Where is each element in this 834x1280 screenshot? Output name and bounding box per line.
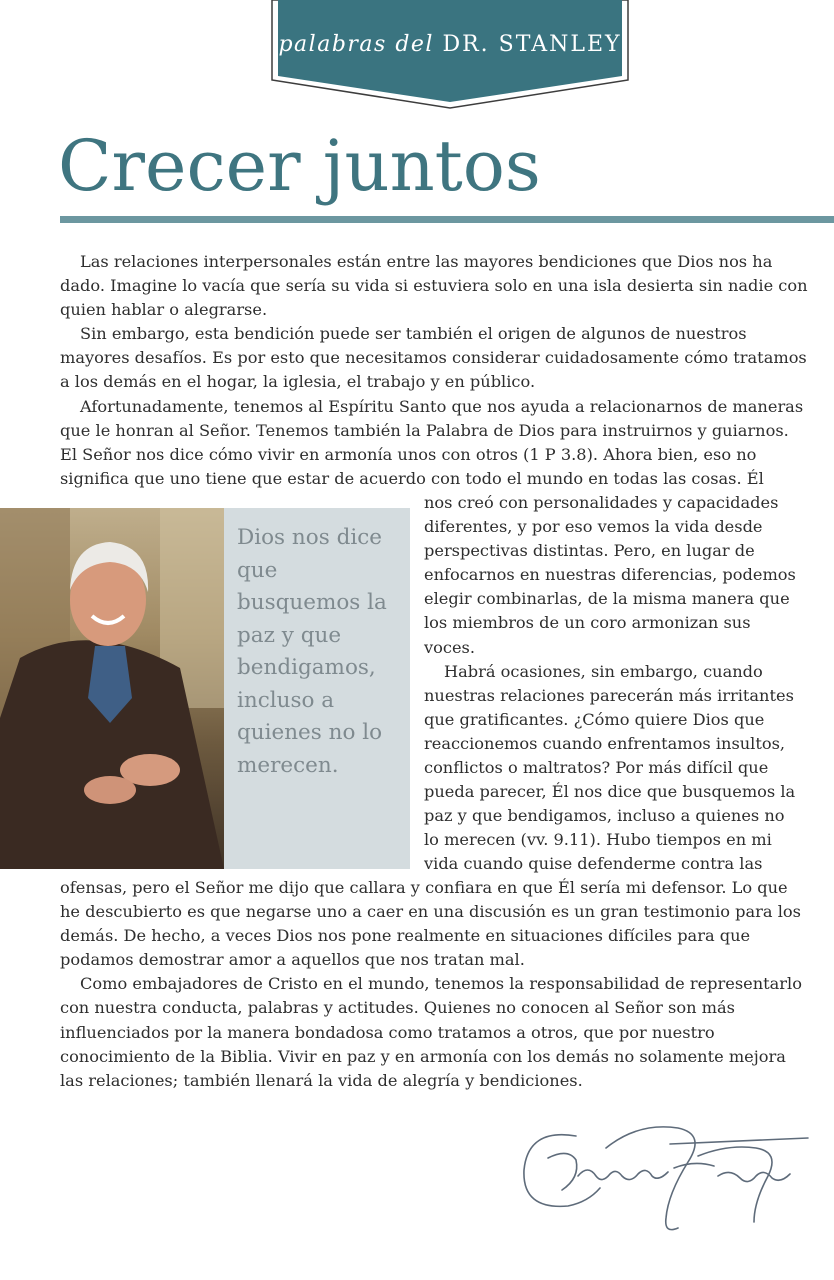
paragraph: nos creó con personalidades y capacidades diferentes, y por eso vemos la vida desde perspectivas distintas. Pero, en lugar de enfocarnos en nuestras diferencias, podemos elegir combinarlas, de la misma manera que los miembros de un coro armonizan sus voces. <box>424 493 796 657</box>
page-title: Crecer juntos <box>58 125 541 207</box>
article-body-top <box>60 250 810 491</box>
author-portrait <box>0 508 224 869</box>
article-body-right <box>424 491 800 877</box>
banner-prefix: palabras del <box>278 32 434 57</box>
paragraph: ofensas, pero el Señor me dijo que callara y confiara en que Él sería mi defensor. Lo que he descubierto es que negarse uno a caer en una discusión es un gran testimonio para los demás. De hecho, a veces Dios nos pone realmente en situaciones difíciles para que podamos demostrar amor a aquellos que nos tratan mal. <box>60 878 801 970</box>
author-signature <box>518 1118 813 1240</box>
signature-image <box>518 1118 813 1236</box>
article-body-bottom <box>60 876 812 1093</box>
banner-text <box>270 32 630 57</box>
title-divider <box>60 216 834 223</box>
pull-quote-box <box>224 508 410 869</box>
paragraph: Sin embargo, esta bendición puede ser también el origen de algunos de nuestros mayores desafíos. Es por esto que necesitamos considerar cuidadosamente cómo tratamos a los demás en el hogar, la iglesia, el trabajo y en público. <box>60 324 807 392</box>
pull-quote: Dios nos dice que busquemos la paz y que bendigamos, incluso a quienes no lo merecen. <box>237 525 387 778</box>
paragraph: Como embajadores de Cristo en el mundo, tenemos la responsabilidad de representarlo con nuestra conducta, palabras y actitudes. Quienes no conocen al Señor son más influenciados por la manera bondadosa como tratamos a otros, que por nuestro conocimiento de la Biblia. Vivir en paz y en armonía con los demás no solamente mejora las relaciones; también llenará la vida de alegría y bendiciones. <box>60 974 802 1090</box>
paragraph: Las relaciones interpersonales están entre las mayores bendiciones que Dios nos ha dado. Imagine lo vacía que sería su vida si estuviera solo en una isla desierta sin nadie con quien hablar o alegrarse. <box>60 252 808 320</box>
paragraph: Habrá ocasiones, sin embargo, cuando nuestras relaciones parecerán más irritantes que gratificantes. ¿Cómo quiere Dios que reaccionemos cuando enfrentamos insultos, conflictos o maltratos? Por más difícil que pueda parecer, Él nos dice que busquemos la paz y que bendigamos, incluso a quienes no lo merecen (vv. 9.11). Hubo tiempos en mi vida cuando quise defenderme contra las <box>424 661 796 874</box>
author-photo <box>0 508 224 869</box>
header-banner <box>270 0 630 112</box>
banner-name: DR. STANLEY <box>442 32 622 57</box>
paragraph: Afortunadamente, tenemos al Espíritu Santo que nos ayuda a relacionarnos de maneras que le honran al Señor. Tenemos también la Palabra de Dios para instruirnos y guiarnos. El Señor nos dice cómo vivir en armonía unos con otros (1 P 3.8). Ahora bien, eso no significa que uno tiene que estar de acuerdo con todo el mundo en todas las cosas. Él <box>60 396 804 488</box>
